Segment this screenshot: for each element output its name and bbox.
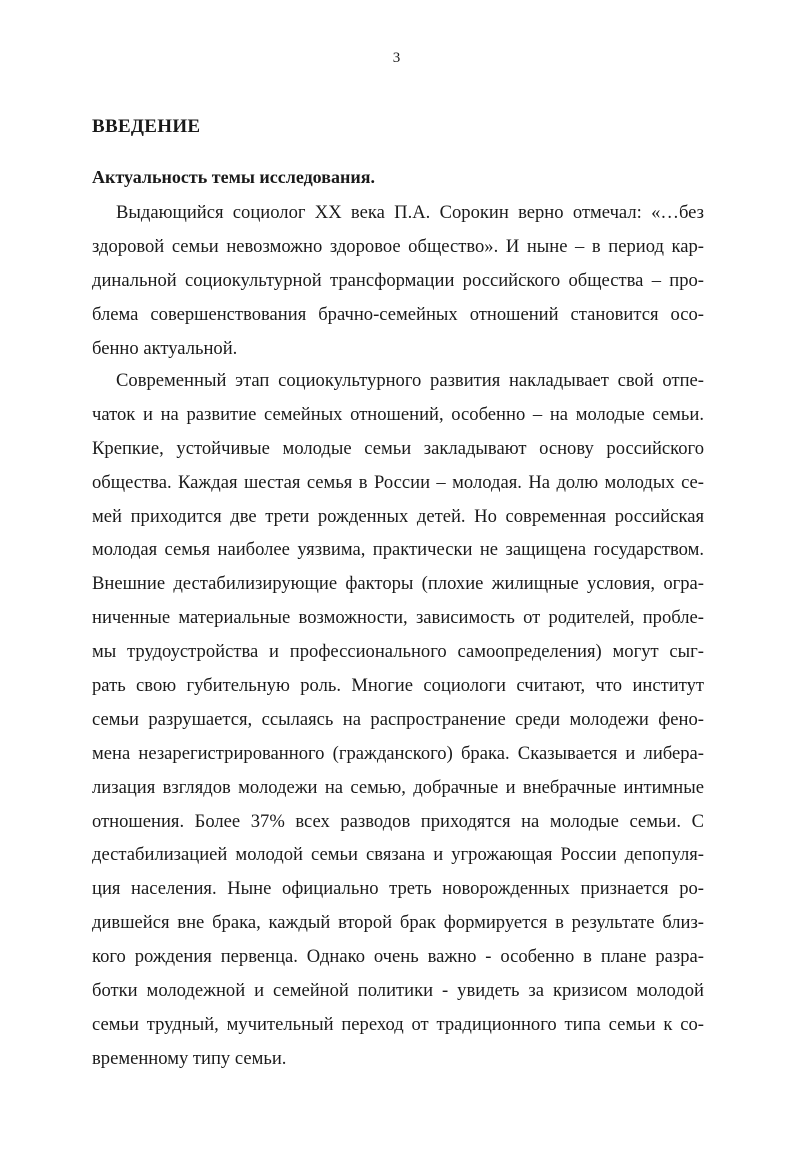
text-line: молодая семья наиболее уязвима, практически не защищена государством. <box>92 539 704 561</box>
text-line: рать свою губительную роль. Многие социологи считают, что институт <box>92 675 704 697</box>
text-line: лизация взглядов молодежи на семью, добрачные и внебрачные интимные <box>92 776 704 798</box>
section-heading: ВВЕДЕНИЕ <box>92 116 201 137</box>
page-number: 3 <box>392 50 401 66</box>
text-line: Выдающийся социолог XX века П.А. Сорокин верно отмечал: «…без <box>116 202 704 223</box>
text-line: семьи трудный, мучительный переход от традиционного типа семьи к со- <box>92 1013 704 1035</box>
text-line: Современный этап социокультурного развития накладывает свой отпе- <box>116 370 704 391</box>
text-line: Крепкие, устойчивые молодые семьи закладывают основу российского <box>92 437 704 459</box>
text-line: блема совершенствования брачно-семейных отношений становится осо- <box>92 303 704 325</box>
text-line: мы трудоустройства и профессионального самоопределения) могут сыг- <box>92 641 704 663</box>
text-line: динальной социокультурной трансформации российского общества – про- <box>92 269 704 291</box>
text-line: ция населения. Ныне официально треть новорожденных признается ро- <box>92 878 704 900</box>
text-line: семьи разрушается, ссылаясь на распространение среди молодежи фено- <box>92 708 704 730</box>
text-line: бенно актуальной. <box>92 337 238 359</box>
text-line: дившейся вне брака, каждый второй брак формируется в результате близ- <box>92 912 704 934</box>
text-line: отношения. Более 37% всех разводов приходятся на молодые семьи. С <box>92 810 704 832</box>
text-line: общества. Каждая шестая семья в России – молодая. На долю молодых се- <box>92 471 704 493</box>
text-line: чаток и на развитие семейных отношений, особенно – на молодые семьи. <box>92 403 704 425</box>
text-line: Внешние дестабилизирующие факторы (плохие жилищные условия, огра- <box>92 573 704 595</box>
text-line: мей приходится две трети рожденных детей. Но современная российская <box>92 505 704 527</box>
paragraph <box>92 364 704 1076</box>
text-line: временному типу семьи. <box>92 1047 287 1069</box>
text-line: мена незарегистрированного (гражданского) брака. Сказывается и либера- <box>92 742 704 764</box>
text-line: дестабилизацией молодой семьи связана и угрожающая России депопуля- <box>92 844 704 866</box>
text-line: кого рождения первенца. Однако очень важно - особенно в плане разра- <box>92 946 704 968</box>
section-subheading: Актуальность темы исследования. <box>92 167 375 187</box>
paragraph <box>92 196 704 365</box>
text-line: здоровой семьи невозможно здоровое общество». И ныне – в период кар- <box>92 235 704 257</box>
text-line: ниченные материальные возможности, зависимость от родителей, пробле- <box>92 607 704 629</box>
text-line: ботки молодежной и семейной политики - увидеть за кризисом молодой <box>92 980 704 1002</box>
